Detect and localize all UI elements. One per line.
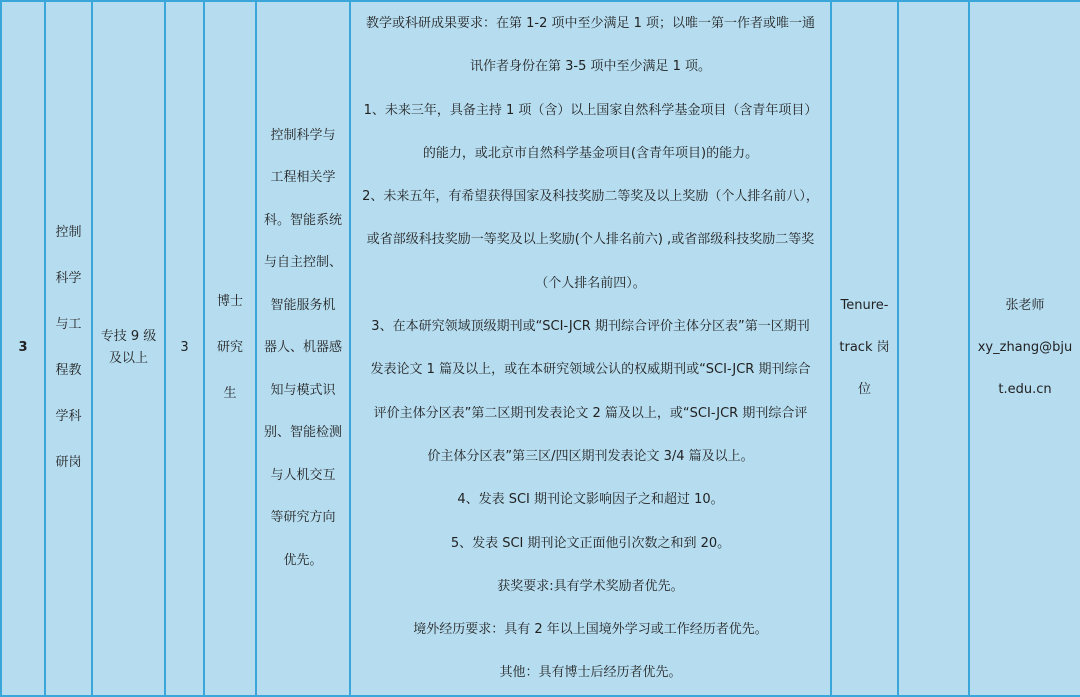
post-level-cell bbox=[92, 1, 165, 696]
requirement-line: 4、发表 SCI 期刊论文影响因子之和超过 10。 bbox=[457, 492, 724, 508]
table-row bbox=[1, 1, 1080, 696]
row-number: 3 bbox=[18, 340, 28, 356]
direction-line: 与自主控制、 bbox=[263, 255, 342, 271]
post-type-line: track 岗 bbox=[839, 340, 890, 356]
degree-line: 生 bbox=[223, 386, 237, 402]
direction-line: 等研究方向 bbox=[270, 510, 336, 526]
direction-line: 与人机交互 bbox=[270, 467, 336, 483]
requirement-line: 3、在本研究领域顶级期刊或“SCI-JCR 期刊综合评价主体分区表”第一区期刊 bbox=[371, 319, 810, 335]
contact-line: 张老师 bbox=[1005, 298, 1045, 314]
post-level-line: 及以上 bbox=[108, 351, 148, 367]
contact-line: xy_zhang@bju bbox=[977, 340, 1073, 356]
requirement-line: （个人排名前四）。 bbox=[535, 275, 646, 291]
post-name-line: 学科 bbox=[55, 409, 82, 425]
post-type-cell bbox=[831, 1, 898, 696]
degree-cell bbox=[204, 1, 256, 696]
requirement-line: 获奖要求:具有学术奖励者优先。 bbox=[497, 578, 684, 594]
requirement-line: 教学或科研成果要求：在第 1-2 项中至少满足 1 项；以唯一第一作者或唯一通 bbox=[365, 16, 816, 31]
requirement-line: 讯作者身份在第 3-5 项中至少满足 1 项。 bbox=[469, 59, 712, 75]
direction-line: 知与模式识 bbox=[270, 382, 336, 398]
requirement-line: 5、发表 SCI 期刊论文正面他引次数之和到 20。 bbox=[450, 535, 731, 551]
requirement-line: 其他：具有博士后经历者优先。 bbox=[499, 665, 682, 681]
requirement-line: 评价主体分区表”第二区期刊发表论文 2 篇及以上，或“SCI-JCR 期刊综合评 bbox=[373, 405, 808, 421]
post-name-line: 控制 bbox=[55, 225, 82, 241]
requirement-line: 1、未来三年，具备主持 1 项（含）以上国家自然科学基金项目（含青年项目） bbox=[363, 102, 818, 118]
requirement-line: 价主体分区表”第三区/四区期刊发表论文 3/4 篇及以上。 bbox=[427, 448, 754, 464]
row-number-cell bbox=[1, 1, 45, 696]
post-name-line: 与工 bbox=[55, 317, 82, 333]
post-name-line: 科学 bbox=[55, 271, 82, 287]
post-name-line: 研岗 bbox=[55, 455, 82, 471]
direction-line: 工程相关学 bbox=[270, 170, 336, 186]
contact-line: t.edu.cn bbox=[998, 382, 1052, 398]
requirement-line: 发表论文 1 篇及以上，或在本研究领域公认的权威期刊或“SCI-JCR 期刊综合 bbox=[370, 362, 811, 378]
degree-line: 博士 bbox=[216, 294, 243, 310]
post-level-line: 专技 9 级 bbox=[100, 329, 157, 345]
post-name-line: 程教 bbox=[55, 363, 82, 379]
degree-line: 研究 bbox=[216, 340, 243, 356]
post-name-cell bbox=[45, 1, 92, 696]
direction-line: 别、智能检测 bbox=[263, 425, 342, 441]
direction-line: 器人、机器感 bbox=[263, 340, 342, 356]
post-type-line: 位 bbox=[857, 382, 871, 398]
direction-line: 控制科学与 bbox=[270, 127, 336, 143]
direction-line: 科。智能系统 bbox=[263, 212, 342, 228]
headcount-cell bbox=[165, 1, 204, 696]
requirement-line: 2、未来五年，有希望获得国家及科技奖励二等奖及以上奖励（个人排名前八）， bbox=[362, 189, 819, 205]
requirement-line: 或省部级科技奖励一等奖及以上奖励(个人排名前六) ,或省部级科技奖励二等奖 bbox=[366, 232, 815, 248]
contact-cell bbox=[969, 1, 1080, 696]
requirements-cell bbox=[350, 1, 831, 696]
headcount: 3 bbox=[180, 340, 189, 356]
requirement-line: 的能力，或北京市自然科学基金项目(含青年项目)的能力。 bbox=[422, 145, 759, 161]
requirement-line: 境外经历要求：具有 2 年以上国境外学习或工作经历者优先。 bbox=[413, 622, 768, 638]
empty-cell bbox=[898, 1, 969, 696]
research-direction-cell bbox=[256, 1, 350, 696]
post-type-line: Tenure- bbox=[840, 298, 889, 314]
direction-line: 优先。 bbox=[283, 552, 323, 568]
direction-line: 智能服务机 bbox=[270, 297, 336, 313]
